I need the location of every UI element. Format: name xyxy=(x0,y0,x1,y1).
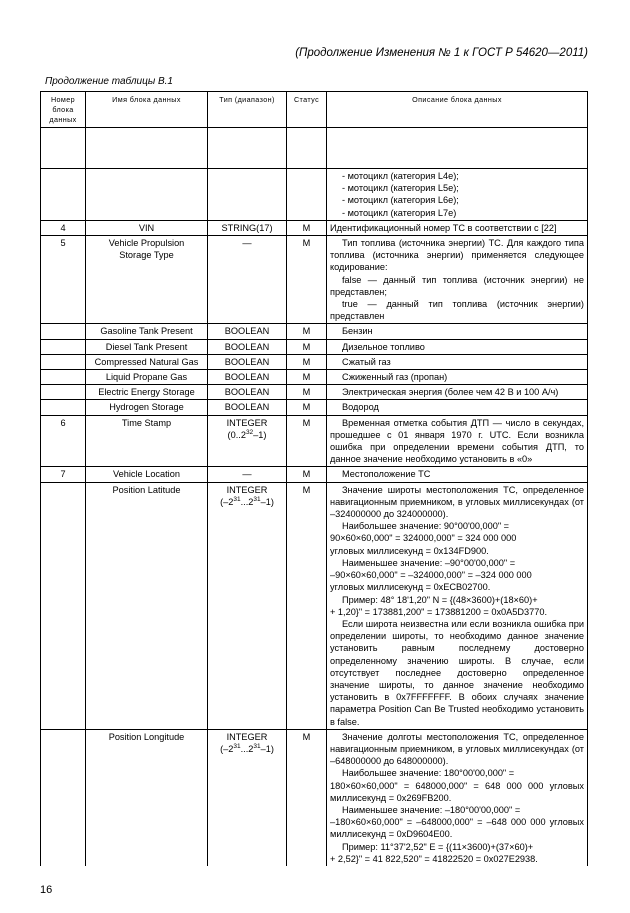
block-description: Значение долготы местоположения ТС, определенное навигационным приемником, в угловых миллисекундах (от –648000000 до 648000000). Наибольшее значение: 180°00'00,000" = 180×60×60,000" = 648000,000" = 648 000 000 угловых миллисекунд = 0x269FB200. Наименьшее значение: –180°00'00,000" = –180×60×60,000" = –648000,000" = –648 000 000 угловых миллисекунд = 0xD9604E00. Пример: 11°37'2,52" E = {(11×3600)+(37×60)+ + 2,52}" = 41 822,520" = 41822520 = 0x027E2938. xyxy=(327,729,588,866)
data-blocks-table xyxy=(40,91,588,866)
block-name: Vehicle Location xyxy=(86,467,208,482)
block-name: Electric Energy Storage xyxy=(86,385,208,400)
block-type: BOOLEAN xyxy=(208,339,287,354)
table-row-hydrogen xyxy=(41,400,588,415)
table-row-gasoline xyxy=(41,324,588,339)
column-header-status: Статус xyxy=(287,92,327,128)
table-row-time-stamp xyxy=(41,415,588,467)
row-number: 6 xyxy=(41,415,86,467)
block-status: M xyxy=(287,220,327,235)
block-name: Position Latitude xyxy=(86,482,208,729)
block-status: M xyxy=(287,354,327,369)
column-header-number: Номер блока данных xyxy=(41,92,86,128)
block-name: Diesel Tank Present xyxy=(86,339,208,354)
block-type: INTEGER $(-2^{31}...2^{31}-1)$ xyxy=(208,729,287,866)
block-type: BOOLEAN xyxy=(208,385,287,400)
block-type: — xyxy=(208,467,287,482)
column-header-description: Описание блока данных xyxy=(327,92,588,128)
block-description: Водород xyxy=(327,400,588,415)
block-status: M xyxy=(287,400,327,415)
block-name: Position Longitude xyxy=(86,729,208,866)
document-continuation-header: (Продолжение Изменения № 1 к ГОСТ Р 54620—2011) xyxy=(295,47,588,59)
table-row-position-longitude xyxy=(41,729,588,866)
column-header-type: Тип (диапазон) xyxy=(208,92,287,128)
row-number: 5 xyxy=(41,236,86,324)
block-name: Time Stamp xyxy=(86,415,208,467)
table-row-propane xyxy=(41,370,588,385)
table-row-motorcycle-categories xyxy=(41,169,588,221)
block-status: M xyxy=(287,370,327,385)
block-description: Идентификационный номер ТС в соответствии с [22] xyxy=(327,220,588,235)
block-description: Значение широты местоположения ТС, определенное навигационным приемником, в угловых миллисекундах (от –324000000 до 324000000). Наибольшее значение: 90°00'00,000" = 90×60×60,000" = 324000,000" = 324 000 000 угловых миллисекунд = 0x134FD900. Наименьшее значение: –90°00'00,000" = –90×60×60,000" = –324000,000" = –324 000 000 угловых миллисекунд = 0xECB02700. Пример: 48° 18'1,20" N = {(48×3600)+(18×60)+ + 1,20}" = 173881,200" = 173881200 = 0x0A5D3770. Если широта неизвестна или если возникла ошибка при определении широты, то необходимо данное значение установить равным последнему достоверно определенному значению широты. В случае, если отсутствует последнее достоверно определенное значение широты, то данное значение необходимо установить в 0x7FFFFFFF. В обоих случаях значение параметра Position Can Be Trusted необходимо установить в false. xyxy=(327,482,588,729)
table-continuation-caption: Продолжение таблицы В.1 xyxy=(45,76,173,87)
block-type: INTEGER (0..2$^{32}$–1) xyxy=(208,415,287,467)
table-header-row xyxy=(41,92,588,128)
block-name: Gasoline Tank Present xyxy=(86,324,208,339)
table-row-propulsion-storage-type xyxy=(41,236,588,324)
table-row-vin xyxy=(41,220,588,235)
block-description: Местоположение ТС xyxy=(327,467,588,482)
block-name: Vehicle Propulsion Storage Type xyxy=(86,236,208,324)
row-number: 7 xyxy=(41,467,86,482)
description-cell: - мотоцикл (категория L4е); - мотоцикл (категория L5е); - мотоцикл (категория L6е); - мотоцикл (категория L7е) xyxy=(327,169,588,221)
block-type: INTEGER $(-2^{31}...2^{31}-1)$ xyxy=(208,482,287,729)
block-type: BOOLEAN xyxy=(208,324,287,339)
table-row-compressed-gas xyxy=(41,354,588,369)
block-status: M xyxy=(287,385,327,400)
block-description: Бензин xyxy=(327,324,588,339)
block-status: M xyxy=(287,482,327,729)
block-status: M xyxy=(287,467,327,482)
block-name: VIN xyxy=(86,220,208,235)
block-description: Дизельное топливо xyxy=(327,339,588,354)
block-type: BOOLEAN xyxy=(208,400,287,415)
block-description: Сжатый газ xyxy=(327,354,588,369)
block-description: Тип топлива (источника энергии) ТС. Для каждого типа топлива (источника энергии) применяется следующее кодирование: false — данный тип топлива (источник энергии) не представлен; true — данный тип топлива (источник энергии) представлен xyxy=(327,236,588,324)
block-type: BOOLEAN xyxy=(208,354,287,369)
row-number: 4 xyxy=(41,220,86,235)
block-status: M xyxy=(287,324,327,339)
block-description: Электрическая энергия (более чем 42 В и 100 А/ч) xyxy=(327,385,588,400)
table-row-position-latitude xyxy=(41,482,588,729)
table-row-spacer xyxy=(41,128,588,169)
block-name: Hydrogen Storage xyxy=(86,400,208,415)
block-status: M xyxy=(287,415,327,467)
block-description: Временная отметка события ДТП — число в секундах, прошедшее с 01 января 1970 г. UTC. Если возникла ошибка при определении времени события ДТП, то данное значение необходимо установить в «0» xyxy=(327,415,588,467)
block-status: M xyxy=(287,729,327,866)
block-description: Сжиженный газ (пропан) xyxy=(327,370,588,385)
column-header-name: Имя блока данных xyxy=(86,92,208,128)
table-row-diesel xyxy=(41,339,588,354)
block-name: Compressed Natural Gas xyxy=(86,354,208,369)
table-row-vehicle-location xyxy=(41,467,588,482)
table-row-electric xyxy=(41,385,588,400)
block-type: — xyxy=(208,236,287,324)
block-type: BOOLEAN xyxy=(208,370,287,385)
page-number: 16 xyxy=(40,884,53,896)
block-status: M xyxy=(287,236,327,324)
block-name: Liquid Propane Gas xyxy=(86,370,208,385)
block-type: STRING(17) xyxy=(208,220,287,235)
block-status: M xyxy=(287,339,327,354)
